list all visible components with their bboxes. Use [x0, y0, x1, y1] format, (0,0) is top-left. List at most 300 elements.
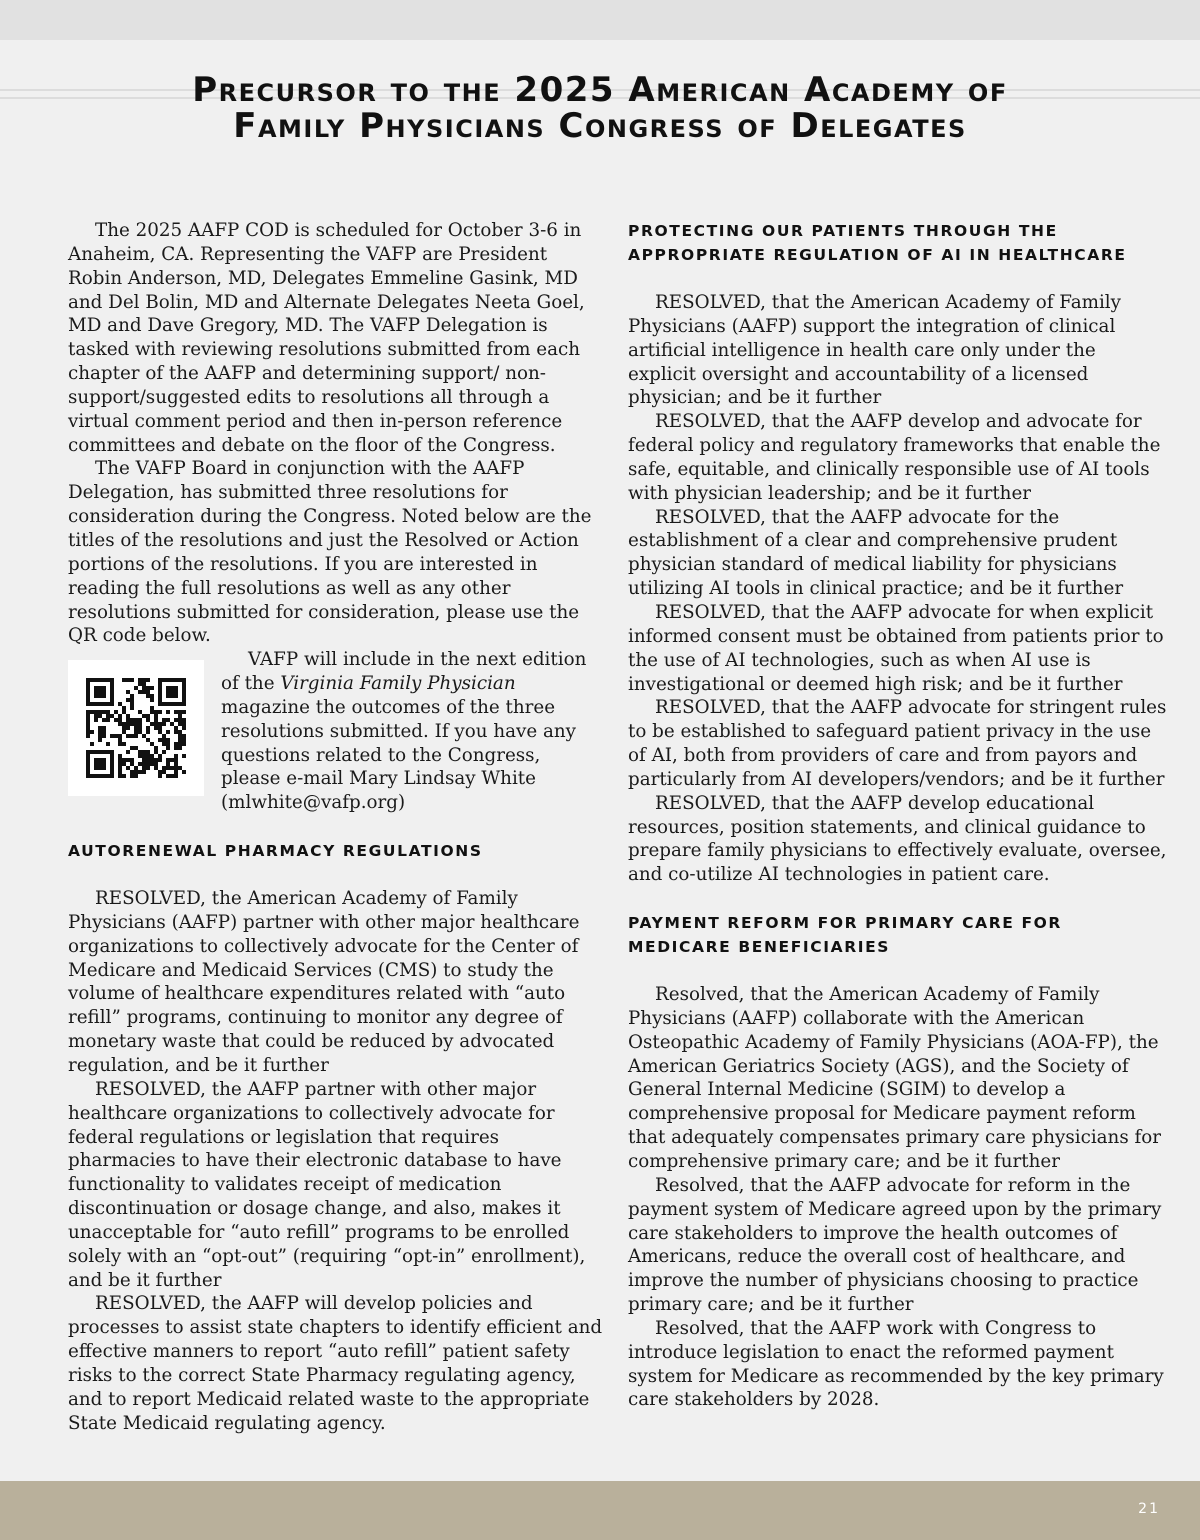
- qr-module: [174, 702, 178, 706]
- qr-module: [130, 718, 134, 722]
- qr-module: [174, 758, 178, 762]
- qr-module: [94, 762, 98, 766]
- qr-module: [182, 702, 186, 706]
- qr-module: [178, 766, 182, 770]
- qr-module: [166, 766, 170, 770]
- intro-paragraph-3-end: magazine the outcomes of the three resolutions submitted. If you have any questions related to the Congress, please e-mail Mary Lindsay White (mlwhite@vafp.org): [221, 696, 576, 814]
- qr-module: [142, 678, 146, 682]
- qr-module: [98, 750, 102, 754]
- qr-module: [158, 738, 162, 742]
- qr-module: [182, 678, 186, 682]
- qr-module: [118, 754, 122, 758]
- left-column: [68, 219, 603, 1436]
- qr-module: [170, 774, 174, 778]
- qr-module: [106, 742, 110, 746]
- qr-module: [90, 774, 94, 778]
- qr-module: [174, 742, 178, 746]
- qr-module: [122, 710, 126, 714]
- qr-module: [86, 726, 90, 730]
- qr-module: [86, 750, 90, 754]
- qr-module: [86, 754, 90, 758]
- qr-module: [170, 686, 174, 690]
- qr-module: [170, 694, 174, 698]
- qr-module: [130, 762, 134, 766]
- qr-module: [182, 682, 186, 686]
- qr-module: [162, 734, 166, 738]
- qr-module: [110, 750, 114, 754]
- qr-module: [118, 722, 122, 726]
- qr-module: [158, 682, 162, 686]
- qr-module: [154, 766, 158, 770]
- qr-module: [90, 742, 94, 746]
- qr-module: [114, 710, 118, 714]
- qr-module: [98, 758, 102, 762]
- qr-module: [98, 762, 102, 766]
- qr-module: [138, 730, 142, 734]
- qr-module: [146, 758, 150, 762]
- qr-module: [138, 722, 142, 726]
- qr-module: [134, 770, 138, 774]
- qr-module: [106, 714, 110, 718]
- qr-module: [182, 710, 186, 714]
- qr-module: [118, 702, 122, 706]
- ai-resolution-5: RESOLVED, that the AAFP advocate for stringent rules to be established to safeguard patient privacy in the use of AI, both from providers of care and from payors and particularly from AI developers/vendors; and be it further: [628, 697, 1167, 790]
- payment-resolution-3: Resolved, that the AAFP work with Congress to introduce legislation to enact the reformed payment system for Medicare as recommended by the key primary care stakeholders by 2028.: [628, 1317, 1164, 1411]
- qr-module: [166, 774, 170, 778]
- page-footer: [0, 1481, 1200, 1540]
- qr-module: [150, 706, 154, 710]
- qr-module: [122, 678, 126, 682]
- qr-module: [118, 718, 122, 722]
- qr-module: [98, 686, 102, 690]
- qr-module: [86, 774, 90, 778]
- qr-module: [86, 690, 90, 694]
- qr-module: [98, 726, 102, 730]
- qr-module: [162, 738, 166, 742]
- qr-module: [118, 758, 122, 762]
- qr-module: [130, 678, 134, 682]
- qr-module: [98, 690, 102, 694]
- qr-module: [134, 718, 138, 722]
- qr-module: [98, 766, 102, 770]
- qr-module: [178, 730, 182, 734]
- qr-module: [146, 762, 150, 766]
- qr-module: [98, 714, 102, 718]
- qr-module: [170, 758, 174, 762]
- qr-module: [122, 722, 126, 726]
- qr-module: [158, 726, 162, 730]
- section-heading-autorenewal: AUTORENEWAL PHARMACY REGULATIONS: [68, 842, 483, 861]
- qr-module: [110, 762, 114, 766]
- qr-module: [182, 726, 186, 730]
- qr-module: [102, 762, 106, 766]
- qr-module: [138, 678, 142, 682]
- qr-module: [146, 766, 150, 770]
- qr-module: [166, 758, 170, 762]
- qr-module: [86, 714, 90, 718]
- qr-module: [98, 734, 102, 738]
- qr-module: [86, 730, 90, 734]
- qr-module: [102, 702, 106, 706]
- qr-module: [162, 702, 166, 706]
- qr-module: [90, 702, 94, 706]
- qr-module: [134, 734, 138, 738]
- qr-module: [154, 722, 158, 726]
- qr-module: [122, 742, 126, 746]
- qr-module: [134, 686, 138, 690]
- qr-module: [134, 774, 138, 778]
- qr-module: [178, 722, 182, 726]
- page-title-line-2: Family Physicians Congress of Delegates: [233, 106, 967, 146]
- magazine-title: Virginia Family Physician: [280, 673, 516, 695]
- qr-module: [106, 750, 110, 754]
- intro-paragraph-3-start: VAFP will include in the next edition of the: [221, 649, 587, 695]
- qr-module: [126, 722, 130, 726]
- qr-module: [146, 738, 150, 742]
- qr-module: [110, 678, 114, 682]
- qr-module: [150, 742, 154, 746]
- qr-module: [122, 758, 126, 762]
- ai-resolution-1: RESOLVED, that the American Academy of Family Physicians (AAFP) support the integration of clinical artificial intelligence in health care only under the explicit oversight and accountability of a licensed physician; and be it further: [628, 292, 1121, 409]
- spacer: [628, 267, 1168, 291]
- qr-code-icon: [86, 678, 186, 778]
- qr-module: [174, 718, 178, 722]
- qr-module: [118, 734, 122, 738]
- qr-module: [94, 774, 98, 778]
- qr-module: [94, 710, 98, 714]
- qr-module: [94, 694, 98, 698]
- qr-module: [126, 734, 130, 738]
- qr-module: [158, 722, 162, 726]
- qr-module: [138, 750, 142, 754]
- qr-module: [86, 770, 90, 774]
- qr-module: [174, 678, 178, 682]
- qr-module: [178, 734, 182, 738]
- qr-module: [166, 702, 170, 706]
- autorenewal-resolution-2: RESOLVED, the AAFP partner with other major healthcare organizations to collectively advocate for federal regulations or legislation that requires pharmacies to have their electronic database to have functionality to validates receipt of medication discontinuation or dosage change, and also, makes it unacceptable for “auto refill” programs to be enrolled solely with an “opt-out” (requiring “opt-in” enrollment), and be it further: [68, 1078, 586, 1291]
- qr-module: [154, 710, 158, 714]
- qr-module: [130, 694, 134, 698]
- qr-module: [94, 702, 98, 706]
- qr-module: [130, 698, 134, 702]
- qr-module: [174, 690, 178, 694]
- qr-module: [162, 742, 166, 746]
- qr-module: [182, 686, 186, 690]
- qr-module: [118, 742, 122, 746]
- qr-module: [118, 762, 122, 766]
- qr-module: [174, 754, 178, 758]
- qr-module: [118, 738, 122, 742]
- qr-module: [154, 750, 158, 754]
- qr-module: [162, 770, 166, 774]
- qr-module: [158, 698, 162, 702]
- qr-module: [106, 718, 110, 722]
- qr-module: [118, 774, 122, 778]
- qr-module: [94, 678, 98, 682]
- qr-module: [110, 702, 114, 706]
- qr-module: [94, 686, 98, 690]
- qr-module: [86, 766, 90, 770]
- qr-module: [166, 694, 170, 698]
- qr-module: [130, 706, 134, 710]
- qr-module: [130, 758, 134, 762]
- qr-module: [178, 710, 182, 714]
- qr-module: [174, 730, 178, 734]
- qr-module: [182, 722, 186, 726]
- qr-module: [106, 702, 110, 706]
- qr-module: [182, 690, 186, 694]
- qr-module: [170, 722, 174, 726]
- qr-module: [174, 694, 178, 698]
- qr-module: [150, 758, 154, 762]
- qr-module: [90, 678, 94, 682]
- qr-module: [106, 710, 110, 714]
- qr-module: [174, 766, 178, 770]
- qr-module: [86, 694, 90, 698]
- qr-module: [158, 690, 162, 694]
- qr-module: [122, 726, 126, 730]
- qr-module: [110, 754, 114, 758]
- qr-module: [126, 678, 130, 682]
- qr-module: [138, 762, 142, 766]
- qr-module: [158, 758, 162, 762]
- qr-module: [162, 750, 166, 754]
- qr-module: [126, 726, 130, 730]
- qr-module: [118, 714, 122, 718]
- qr-module: [162, 766, 166, 770]
- qr-module: [154, 714, 158, 718]
- qr-module: [158, 694, 162, 698]
- qr-module: [166, 746, 170, 750]
- payment-resolution-2: Resolved, that the AAFP advocate for reform in the payment system of Medicare agreed upon by the primary care stakeholders to improve the health outcomes of Americans, reduce the overall cost of healthcare, and improve the number of physicians choosing to practice primary care; and be it further: [628, 1174, 1162, 1316]
- intro-paragraph-1: The 2025 AAFP COD is scheduled for October 3-6 in Anaheim, CA. Representing the VAFP are President Robin Anderson, MD, Delegates Emmeline Gasink, MD and Del Bolin, MD and Alternate Delegates Neeta Goel, MD and Dave Gregory, MD. The VAFP Delegation is tasked with reviewing resolutions submitted from each chapter of the AAFP and determining support/ non-support/suggested edits to resolutions all through a virtual comment period and then in-person reference committees and debate on the floor of the Congress.: [68, 220, 585, 456]
- qr-module: [142, 686, 146, 690]
- qr-module: [98, 730, 102, 734]
- qr-module: [182, 754, 186, 758]
- qr-module: [146, 678, 150, 682]
- qr-module: [166, 690, 170, 694]
- qr-module: [170, 690, 174, 694]
- qr-module: [90, 750, 94, 754]
- qr-module: [122, 730, 126, 734]
- qr-module: [154, 758, 158, 762]
- qr-module: [166, 686, 170, 690]
- qr-module: [142, 714, 146, 718]
- qr-module: [166, 762, 170, 766]
- intro-paragraph-2: The VAFP Board in conjunction with the AAFP Delegation, has submitted three resolutions for consideration during the Congress. Noted below are the titles of the resolutions and just the Resolved or Action portions of the resolutions. If you are interested in reading the full resolutions as well as any other resolutions submitted for consideration, please use the QR code below.: [68, 458, 592, 647]
- section-heading-ai: [628, 219, 1168, 267]
- qr-module: [178, 718, 182, 722]
- qr-module: [142, 690, 146, 694]
- qr-module: [146, 714, 150, 718]
- qr-module: [102, 690, 106, 694]
- qr-module: [138, 718, 142, 722]
- qr-module: [174, 726, 178, 730]
- qr-module: [166, 738, 170, 742]
- qr-module: [146, 754, 150, 758]
- qr-module: [86, 678, 90, 682]
- qr-module: [126, 698, 130, 702]
- ai-resolution-4: RESOLVED, that the AAFP advocate for when explicit informed consent must be obtained from patients prior to the use of AI technologies, such as when AI use is investigational or deemed high risk; and be it further: [628, 601, 1164, 695]
- qr-module: [182, 718, 186, 722]
- qr-module: [174, 762, 178, 766]
- qr-module: [126, 714, 130, 718]
- qr-module: [142, 770, 146, 774]
- qr-module: [110, 686, 114, 690]
- qr-module: [150, 762, 154, 766]
- qr-module: [150, 694, 154, 698]
- qr-module: [166, 718, 170, 722]
- qr-module: [126, 766, 130, 770]
- ai-resolution-2: RESOLVED, that the AAFP develop and advocate for federal policy and regulatory frameworks that enable the safe, equitable, and clinically responsible use of AI tools with physician leadership; and be it further: [628, 411, 1161, 504]
- qr-module: [150, 722, 154, 726]
- qr-module: [134, 730, 138, 734]
- qr-module: [150, 710, 154, 714]
- qr-module: [122, 774, 126, 778]
- qr-module: [146, 694, 150, 698]
- qr-module: [102, 694, 106, 698]
- qr-module: [158, 774, 162, 778]
- qr-module: [102, 678, 106, 682]
- qr-module: [98, 710, 102, 714]
- spacer: [68, 863, 603, 887]
- qr-module: [86, 758, 90, 762]
- qr-module: [102, 750, 106, 754]
- qr-module: [142, 762, 146, 766]
- qr-module: [162, 722, 166, 726]
- qr-module: [126, 690, 130, 694]
- qr-module: [182, 734, 186, 738]
- qr-module: [130, 746, 134, 750]
- qr-module: [102, 726, 106, 730]
- qr-module: [102, 686, 106, 690]
- qr-module: [170, 678, 174, 682]
- qr-module: [166, 730, 170, 734]
- qr-module: [154, 762, 158, 766]
- qr-module: [142, 734, 146, 738]
- qr-module: [86, 686, 90, 690]
- qr-module: [110, 690, 114, 694]
- spacer: [68, 815, 603, 839]
- spacer: [628, 887, 1168, 911]
- qr-module: [94, 758, 98, 762]
- qr-module: [110, 766, 114, 770]
- page-number: 21: [1138, 1501, 1160, 1517]
- qr-module: [114, 734, 118, 738]
- ai-resolution-3: RESOLVED, that the AAFP advocate for the establishment of a clear and comprehensive prudent physician standard of medical liability for physicians utilizing AI tools in clinical practice; and be it further: [628, 506, 1124, 600]
- qr-module: [102, 766, 106, 770]
- intro-paragraph-3: [221, 648, 601, 815]
- qr-module: [142, 682, 146, 686]
- qr-module: [182, 738, 186, 742]
- qr-module: [86, 718, 90, 722]
- qr-module: [110, 698, 114, 702]
- qr-module: [146, 726, 150, 730]
- qr-module: [182, 770, 186, 774]
- qr-module: [158, 702, 162, 706]
- qr-module: [178, 742, 182, 746]
- qr-module: [150, 754, 154, 758]
- qr-module: [158, 686, 162, 690]
- qr-module: [178, 714, 182, 718]
- qr-module: [110, 774, 114, 778]
- qr-module: [110, 694, 114, 698]
- qr-module: [130, 734, 134, 738]
- qr-module: [158, 754, 162, 758]
- qr-module: [166, 678, 170, 682]
- qr-module: [178, 746, 182, 750]
- qr-module: [162, 678, 166, 682]
- qr-module: [158, 770, 162, 774]
- qr-module: [158, 730, 162, 734]
- qr-module: [138, 690, 142, 694]
- qr-module: [142, 758, 146, 762]
- qr-module: [98, 738, 102, 742]
- qr-module: [102, 758, 106, 762]
- qr-module: [94, 750, 98, 754]
- qr-module: [178, 702, 182, 706]
- qr-module: [178, 738, 182, 742]
- qr-module: [110, 758, 114, 762]
- qr-module: [146, 730, 150, 734]
- qr-block: [68, 648, 603, 815]
- qr-module: [86, 734, 90, 738]
- qr-module: [86, 702, 90, 706]
- qr-module: [174, 770, 178, 774]
- qr-module: [102, 710, 106, 714]
- qr-module: [146, 686, 150, 690]
- qr-module: [138, 770, 142, 774]
- payment-resolution-1: Resolved, that the American Academy of Family Physicians (AAFP) collaborate with the American Osteopathic Academy of Family Physicians (AOA-FP), the American Geriatrics Society (AGS), and the Society of General Internal Medicine (SGIM) to develop a comprehensive proposal for Medicare payment reform that adequately compensates primary care physicians for comprehensive primary care; and be it further: [628, 984, 1162, 1172]
- qr-module: [138, 710, 142, 714]
- qr-code[interactable]: [68, 660, 204, 796]
- qr-module: [158, 678, 162, 682]
- qr-module: [134, 766, 138, 770]
- qr-module: [182, 694, 186, 698]
- qr-module: [166, 710, 170, 714]
- qr-module: [98, 678, 102, 682]
- qr-module: [98, 694, 102, 698]
- qr-module: [86, 682, 90, 686]
- qr-module: [146, 690, 150, 694]
- qr-module: [174, 746, 178, 750]
- qr-module: [154, 726, 158, 730]
- qr-module: [98, 702, 102, 706]
- qr-module: [110, 682, 114, 686]
- qr-module: [86, 722, 90, 726]
- qr-module: [178, 678, 182, 682]
- section-heading-payment: [628, 911, 1168, 959]
- qr-module: [134, 726, 138, 730]
- qr-module: [146, 750, 150, 754]
- section-heading-payment-line-1: PAYMENT REFORM FOR PRIMARY CARE FOR: [628, 914, 1062, 933]
- qr-module: [98, 774, 102, 778]
- top-band: [0, 0, 1200, 40]
- qr-module: [126, 750, 130, 754]
- qr-module: [134, 746, 138, 750]
- qr-module: [110, 734, 114, 738]
- qr-module: [150, 698, 154, 702]
- qr-module: [150, 686, 154, 690]
- page-title: [60, 72, 1140, 144]
- qr-module: [182, 742, 186, 746]
- qr-module: [114, 718, 118, 722]
- qr-module: [102, 734, 106, 738]
- qr-module: [118, 770, 122, 774]
- qr-module: [130, 702, 134, 706]
- qr-module: [106, 774, 110, 778]
- qr-module: [102, 730, 106, 734]
